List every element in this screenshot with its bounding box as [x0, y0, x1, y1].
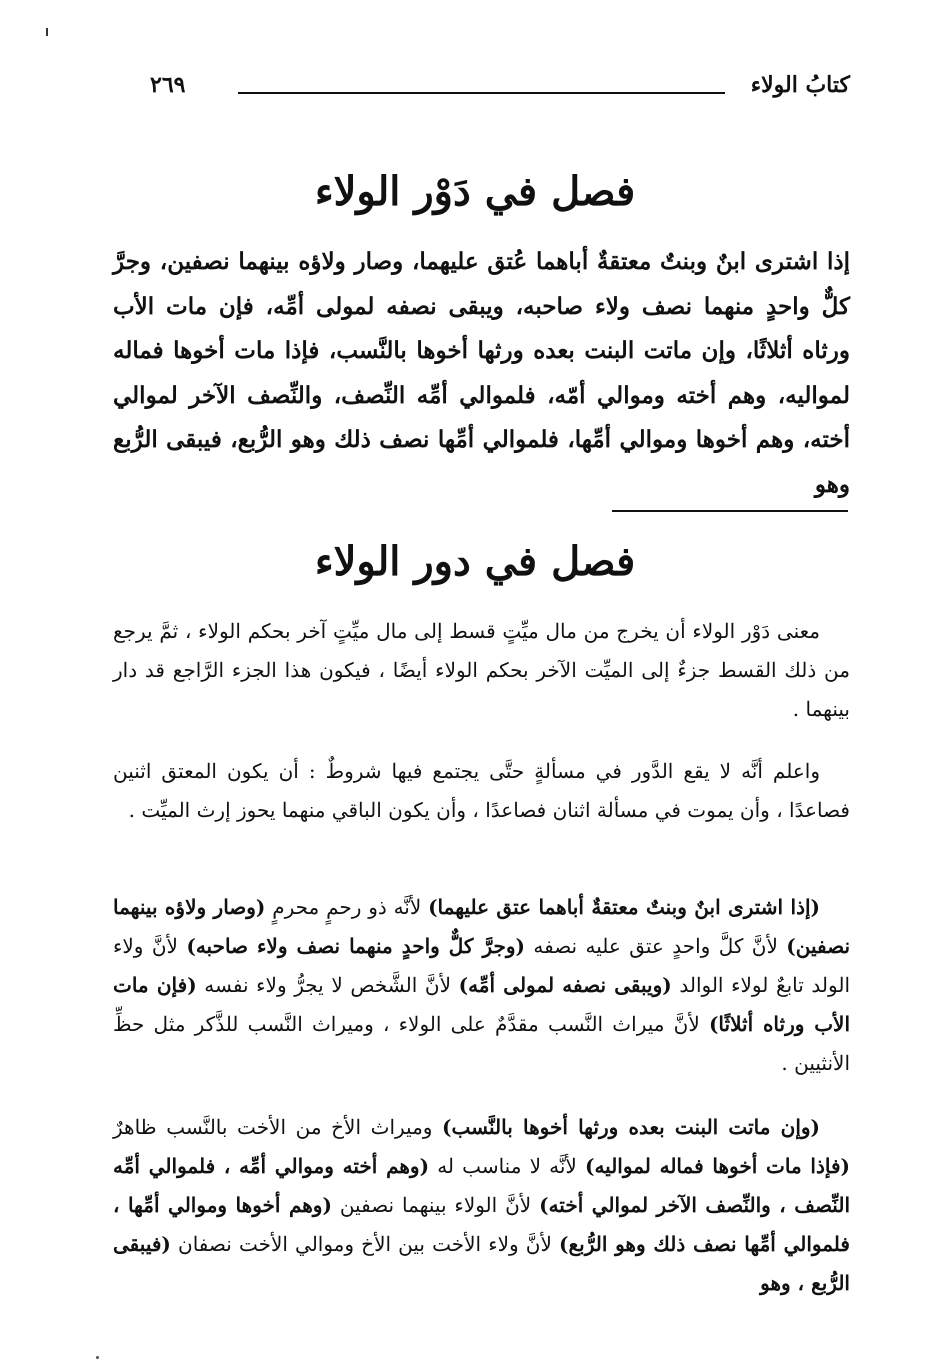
sharh-heading: فصل في دور الولاء	[314, 538, 636, 585]
commentary-segment: لأنَّه ذو رحمٍ محرمٍ	[265, 895, 429, 919]
quoted-matn-segment: (إذا اشترى ابنٌ وبنتٌ معتقةٌ أباهما عتق عليهما)	[428, 895, 820, 919]
quoted-matn-segment: (وهم أخوها وموالي أمِّها ، فلموالي أمِّها نصف ذلك وهو الرُّبع)	[113, 1193, 850, 1256]
sharh-paragraph-4	[113, 1108, 850, 1303]
scan-mark	[96, 1356, 99, 1359]
commentary-segment: لأنَّ الشَّخص لا يجرُّ ولاء نفسه	[196, 973, 459, 997]
matn-heading: فصل في دَوْر الولاء	[314, 168, 636, 215]
quoted-matn-segment: (وصار ولاؤه بينهما نصفين)	[113, 895, 851, 958]
commentary-segment: لأنَّ ولاء الولد تابعٌ لولاء الوالد	[113, 934, 851, 997]
running-title: كتابُ الولاء	[750, 72, 850, 98]
quoted-matn-segment: (ويبقى نصفه لمولى أمِّه)	[458, 973, 672, 997]
scan-mark	[46, 28, 48, 36]
quoted-matn-segment: (وجرَّ كلٌّ واحدٍ منهما نصف ولاء صاحبه)	[186, 934, 525, 958]
quoted-matn-segment: (فيبقى الرُّبع ، وهو	[113, 1232, 850, 1295]
sharh-paragraph-1: معنى دَوْر الولاء أن يخرج من مال ميِّتٍ قسط إلى مال ميِّتٍ آخر بحكم الولاء ، ثمَّ يرجع من ذلك القسط جزءٌ إلى الميِّت الآخر بحكم الولاء أيضًا ، فيكون هذا الجزء الرَّاجع قد دار بينهما .	[113, 619, 850, 721]
header-rule	[238, 92, 725, 94]
commentary-segment: لأنَّ الولاء بينهما نصفين	[331, 1193, 540, 1217]
quoted-matn-segment: (فإذا مات أخوها فماله لمواليه)	[584, 1154, 851, 1178]
quoted-matn-segment: (فإن مات الأب ورثاه أثلاثًا)	[113, 973, 850, 1036]
commentary-segment: لأنَّ كلَّ واحدٍ عتق عليه نصفه	[524, 934, 787, 958]
matn-text: إذا اشترى ابنٌ وبنتٌ معتقةٌ أباهما عُتق عليهما، وصار ولاؤه بينهما نصفين، وجرَّ كلٌّ واحدٍ منهما نصف ولاء صاحبه، ويبقى نصفه لمولى أمِّه، فإن مات الأب ورثاه أثلاثًا، وإن ماتت البنت بعده ورثها أخوها بالنَّسب، فإذا مات أخوها فماله لمواليه، وهم أخته وموالي أمّه، فلموالي أمِّه النِّصف، والنِّصف الآخر لموالي أخته، وهم أخوها وموالي أمِّها، فلموالي أمِّها نصف ذلك وهو الرُّبع، فيبقى الرُّبع وهو	[113, 248, 850, 498]
commentary-segment: لأنَّه لا مناسب له	[429, 1154, 585, 1178]
matn-divider	[612, 510, 848, 512]
running-header	[150, 72, 850, 112]
quoted-matn-segment: (وإن ماتت البنت بعده ورثها أخوها بالنَّسب)	[442, 1115, 821, 1139]
commentary-segment: لأنَّ ميراث النَّسب مقدَّمٌ على الولاء ، وميراث النَّسب للذَّكر مثل حظِّ الأنثيين .	[113, 1012, 850, 1075]
commentary-segment: لأنَّ ولاء الأخت بين الأخ وموالي الأخت نصفان	[170, 1232, 560, 1256]
commentary-segment: وميراث الأخ من الأخت بالنَّسب ظاهرٌ	[113, 1115, 443, 1139]
sharh-paragraph-3	[113, 888, 850, 1083]
quoted-matn-segment: (وهم أخته وموالي أمِّه ، فلموالي أمِّه النِّصف ، والنِّصف الآخر لموالي أخته)	[113, 1154, 850, 1217]
sharh-paragraph-2: واعلم أنَّه لا يقع الدَّور في مسألةٍ حتَّى يجتمع فيها شروطٌ : أن يكون المعتق اثنين فصاعدًا ، وأن يموت في مسألة اثنان فصاعدًا ، وأن يكون الباقي منهما يحوز إرث الميِّت .	[113, 759, 850, 822]
page-number: ٢٦٩	[150, 72, 186, 98]
